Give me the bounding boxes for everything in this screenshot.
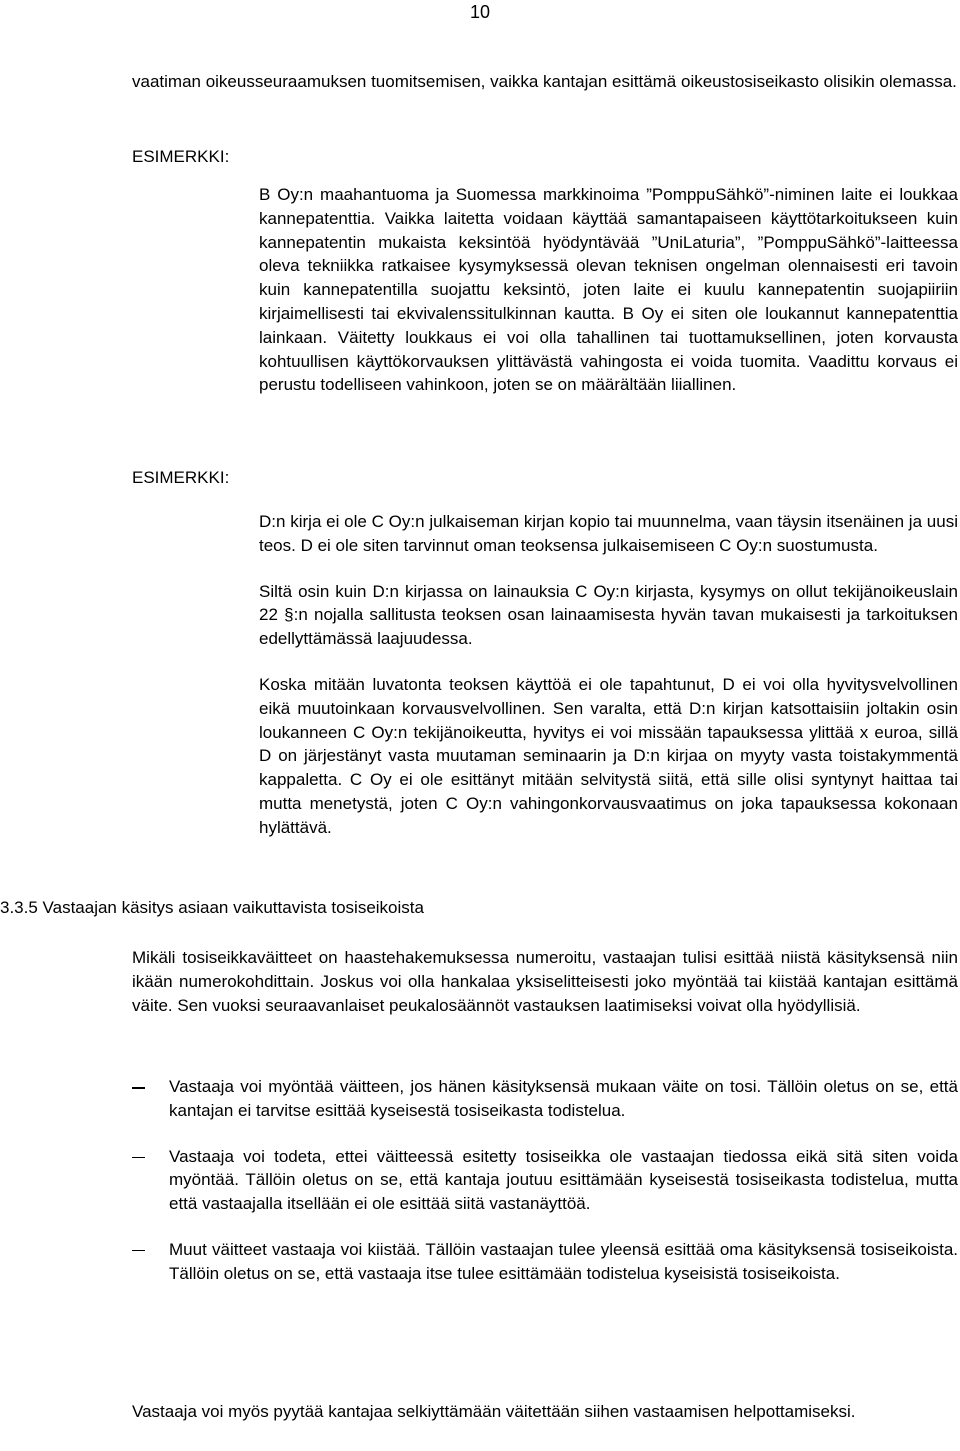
bullet-item	[132, 1238, 958, 1286]
example-2	[259, 510, 958, 840]
bullet-item	[132, 1075, 958, 1123]
example-1	[259, 183, 958, 397]
bullet-text: Vastaaja voi todeta, ettei väitteessä esitetty tosiseikka ole vastaajan tiedossa eikä sitä siten voida myöntää. Tällöin oletus on se, että kantaja joutuu esittämään kyseisestä tosiseikasta todistelua, mutta että vastaajalla itsellään ei ole esittää siitä vastanäyttöä.	[169, 1146, 958, 1214]
dash-icon	[132, 1250, 145, 1252]
dash-icon	[132, 1087, 145, 1089]
section-intro-paragraph: Mikäli tosiseikkaväitteet on haastehakemuksessa numeroitu, vastaajan tulisi esittää niistä käsityksensä niin ikään numerokohdittain. Joskus voi olla hankalaa yksiselitteisesti joko myöntää tai kiistää kantajan esittämä väite. Sen vuoksi seuraavanlaiset peukalosäännöt vastauksen laatimiseksi voivat olla hyödyllisiä.	[132, 948, 958, 1015]
closing-paragraph: Vastaaja voi myös pyytää kantajaa selkiyttämään väitettään siihen vastaamisen helpottamiseksi.	[132, 1402, 856, 1421]
bullet-text: Muut väitteet vastaaja voi kiistää. Tällöin vastaajan tulee yleensä esittää oma käsityksensä tosiseikoista. Tällöin oletus on se, että vastaaja itse tulee esittämään todistelua kyseisistä tosiseikoista.	[169, 1239, 958, 1283]
dash-icon	[132, 1157, 145, 1159]
example-label: ESIMERKKI:	[132, 468, 230, 487]
bullet-list	[132, 1075, 958, 1308]
example-2-paragraph: Koska mitään luvatonta teoksen käyttöä ei ole tapahtunut, D ei voi olla hyvitysvelvollinen eikä muutoinkaan korvausvelvollinen. Sen varalta, että D:n kirjan katsottaisiin joltakin osin loukanneen C Oy:n tekijänoikeutta, hyvitys ei voi missään tapauksessa ylittää x euroa, sillä D on järjestänyt vasta muutaman seminaarin ja D:n kirjaa on myyty vasta toistakymmentä kappaletta. C Oy ei ole esittänyt mitään selvitystä siitä, että sille olisi syntynyt haittaa tai mutta menetystä, joten C Oy:n vahingonkorvausvaatimus on joka tapauksessa kokonaan hylättävä.	[259, 674, 958, 837]
page-number: 10	[470, 2, 491, 22]
bullet-item	[132, 1145, 958, 1216]
intro-paragraph: vaatiman oikeusseuraamuksen tuomitsemisen, vaikka kantajan esittämä oikeustosiseikasto olisikin olemassa.	[132, 72, 957, 91]
bullet-text: Vastaaja voi myöntää väitteen, jos hänen käsityksensä mukaan väite on tosi. Tällöin oletus on se, että kantajan ei tarvitse esittää kyseisestä tosiseikasta todistelua.	[169, 1077, 958, 1120]
example-2-paragraph: D:n kirja ei ole C Oy:n julkaiseman kirjan kopio tai muunnelma, vaan täysin itsenäinen ja uusi teos. D ei ole siten tarvinnut oman teoksensa julkaisemiseen C Oy:n suostumusta.	[259, 512, 958, 555]
example-2-paragraph: Siltä osin kuin D:n kirjassa on lainauksia C Oy:n kirjasta, kysymys on ollut tekijänoikeuslain 22 §:n nojalla sallitusta teoksen osan lainaamisesta hyvän tavan mukaisesti ja tarkoituksen edellyttämässä laajuudessa.	[259, 581, 958, 649]
section-heading: 3.3.5 Vastaajan käsitys asiaan vaikuttavista tosiseikoista	[0, 898, 424, 917]
example-1-paragraph: B Oy:n maahantuoma ja Suomessa markkinoima ”PomppuSähkö”-niminen laite ei loukkaa kannepatenttia. Vaikka laitetta voidaan käyttää samantapaiseen käyttötarkoitukseen kuin kannepatentin mukaista keksintöä hyödyntävää ”UniLaturia”, ”PomppuSähkö”-laitteessa oleva tekniikka ratkaisee kysymyksessä olevan teknisen ongelman olennaisesti eri tavoin kuin kannepatentilla suojattu keksintö, joten laite ei kuulu kannepatentin suojapiiriin kirjaimellisesti tai ekvivalenssitulkinnan kautta. B Oy ei siten ole loukannut kannepatenttia lainkaan. Väitetty loukkaus ei voi olla tahallinen tai tuottamuksellinen, joten korvausta kohtuullisen käyttökorvauksen ylittävästä vahingosta ei voida tuomita. Vaadittu korvaus ei perustu todelliseen vahinkoon, joten se on määrältään liiallinen.	[259, 185, 958, 395]
example-label: ESIMERKKI:	[132, 147, 230, 166]
